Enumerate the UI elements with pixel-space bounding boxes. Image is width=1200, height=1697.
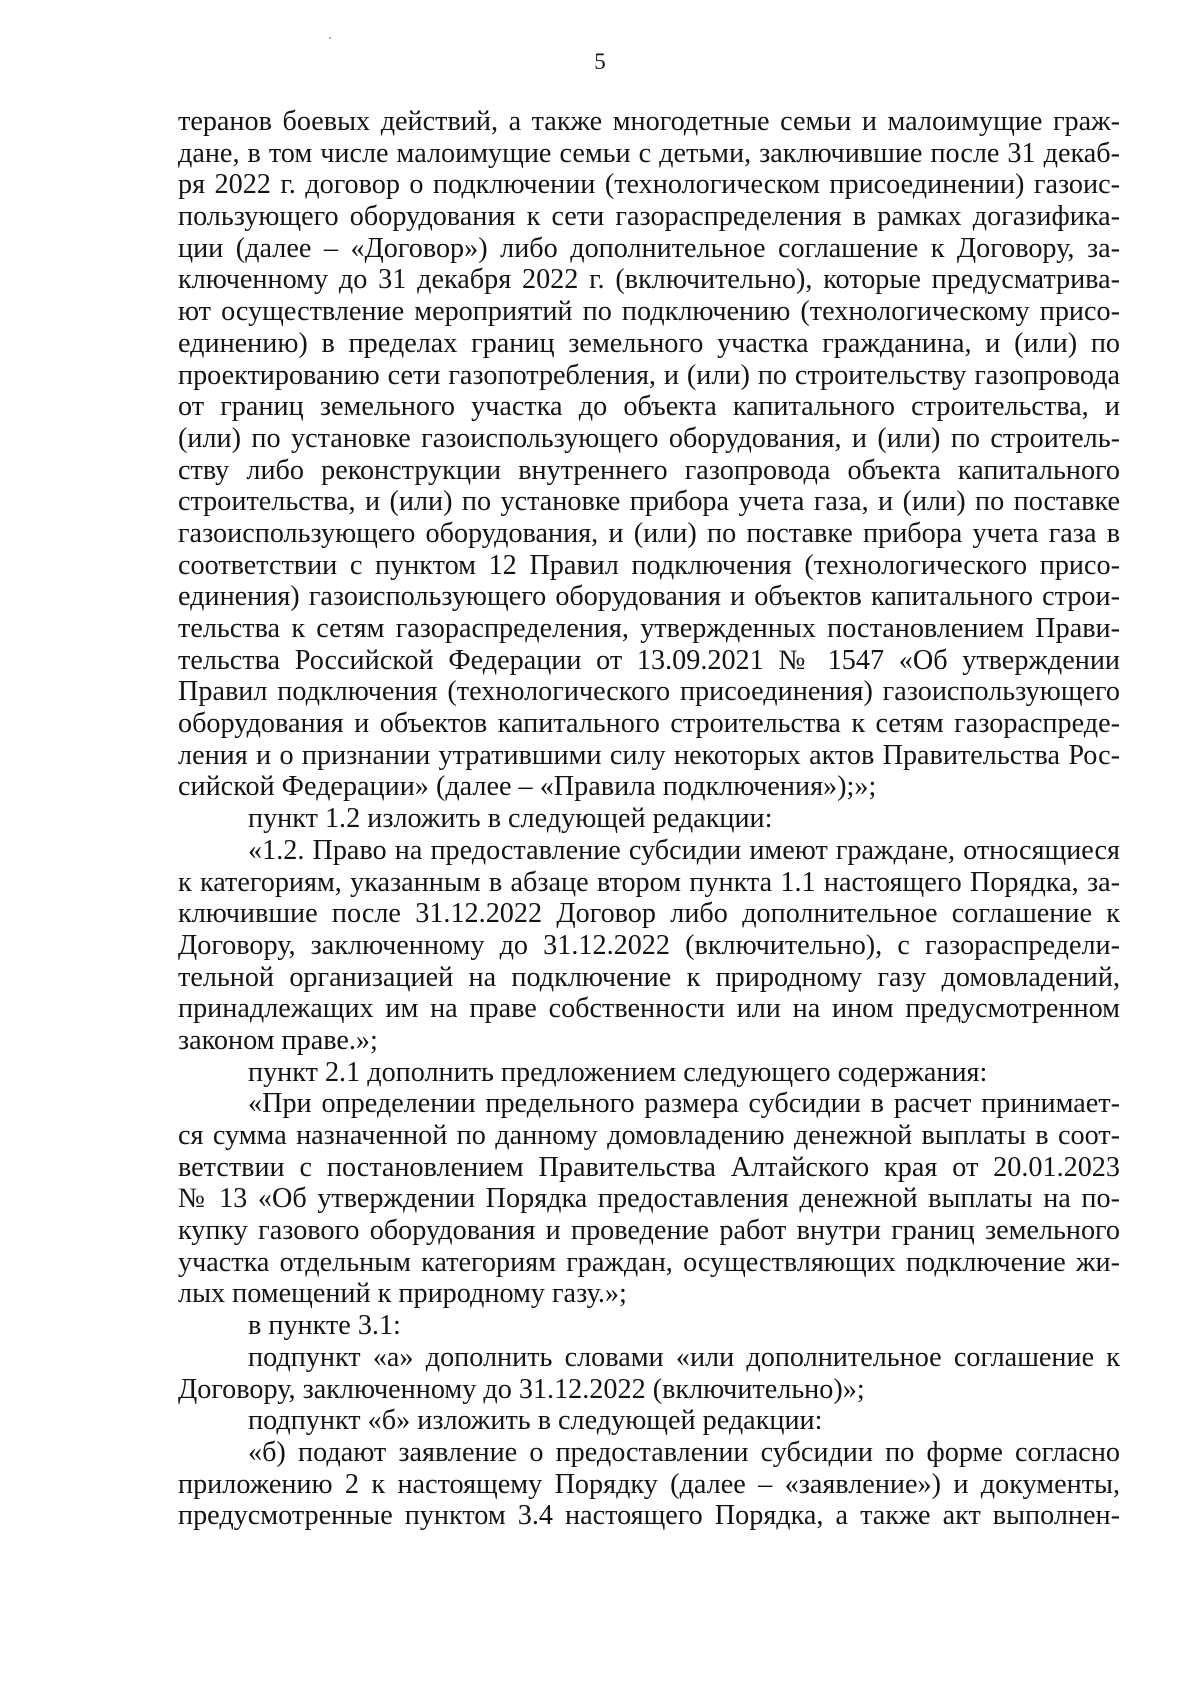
text-line: «б) подают заявление о предоставлении субсидии по форме согласно	[248, 1436, 1120, 1468]
text-line: Договору, заключенному до 31.12.2022 (включительно)»;	[178, 1373, 865, 1405]
text-line: ключившие после 31.12.2022 Договор либо дополнительное соглашение к	[178, 898, 1120, 930]
text-line: тельной организацией на подключение к природному газу домовладений,	[178, 961, 1120, 993]
text-line: в пункте 3.1:	[248, 1310, 401, 1342]
text-line: единению) в пределах границ земельного участка гражданина, и (или) по	[178, 327, 1120, 359]
scan-speck	[329, 37, 331, 39]
text-line: ции (далее – «Договор») либо дополнительное соглашение к Договору, за-	[178, 232, 1120, 264]
text-line: ют осуществление мероприятий по подключению (технологическому присо-	[178, 296, 1120, 328]
text-line: от границ земельного участка до объекта капитального строительства, и	[178, 391, 1120, 423]
text-line: ления и о признании утратившими силу некоторых актов Правительства Рос-	[178, 739, 1120, 771]
document-body	[178, 106, 1120, 1532]
page-number: 5	[594, 49, 606, 74]
text-line: газоиспользующего оборудования, и (или) по поставке прибора учета газа в	[178, 517, 1120, 549]
text-line: строительства, и (или) по установке прибора учета газа, и (или) по поставке	[178, 486, 1120, 518]
text-line: теранов боевых действий, а также многодетные семьи и малоимущие граж-	[178, 106, 1120, 137]
text-line: Правил подключения (технологического присоединения) газоиспользующего	[178, 676, 1120, 708]
text-line: (или) по установке газоиспользующего оборудования, и (или) по строитель-	[178, 422, 1120, 454]
text-line: участка отдельным категориям граждан, осуществляющих подключение жи-	[178, 1246, 1120, 1278]
text-line: к категориям, указанным в абзаце втором пункта 1.1 настоящего Порядка, за-	[178, 866, 1120, 898]
text-line: «1.2. Право на предоставление субсидии имеют граждане, относящиеся	[248, 834, 1120, 866]
text-line: тельства к сетям газораспределения, утвержденных постановлением Прави-	[178, 613, 1120, 644]
text-line: ключенному до 31 декабря 2022 г. (включительно), которые предусматрива-	[178, 264, 1120, 296]
text-line: тельства Российской Федерации от 13.09.2021 № 1547 «Об утверждении	[178, 644, 1120, 676]
text-line: подпункт «б» изложить в следующей редакции:	[248, 1405, 823, 1437]
text-line: лых помещений к природному газу.»;	[178, 1278, 627, 1310]
text-line: сийской Федерации» (далее – «Правила подключения»);»;	[178, 771, 877, 803]
text-line: ветствии с постановлением Правительства Алтайского края от 20.01.2023	[178, 1151, 1120, 1183]
text-line: приложению 2 к настоящему Порядку (далее – «заявление») и документы,	[178, 1468, 1120, 1500]
text-line: № 13 «Об утверждении Порядка предоставления денежной выплаты на по-	[178, 1183, 1120, 1215]
text-line: принадлежащих им на праве собственности или на ином предусмотренном	[178, 993, 1120, 1025]
text-line: пункт 2.1 дополнить предложением следующего содержания:	[248, 1056, 988, 1088]
text-line: проектированию сети газопотребления, и (или) по строительству газопровода	[178, 359, 1120, 391]
text-line: пользующего оборудования к сети газораспределения в рамках догазифика-	[178, 201, 1120, 233]
text-line: законом праве.»;	[178, 1024, 378, 1056]
text-line: соответствии с пунктом 12 Правил подключения (технологического присо-	[178, 549, 1120, 581]
text-line: купку газового оборудования и проведение работ внутри границ земельного	[178, 1215, 1120, 1247]
text-line: ся сумма назначенной по данному домовладению денежной выплаты в соот-	[178, 1120, 1120, 1151]
text-line: Договору, заключенному до 31.12.2022 (включительно), с газораспредели-	[178, 929, 1120, 961]
text-line: пункт 1.2 изложить в следующей редакции:	[248, 803, 773, 835]
text-line: ству либо реконструкции внутреннего газопровода объекта капитального	[178, 454, 1120, 486]
text-line: предусмотренные пунктом 3.4 настоящего Порядка, а также акт выполнен-	[178, 1500, 1120, 1532]
text-line: дане, в том числе малоимущие семьи с детьми, заключившие после 31 декаб-	[178, 137, 1120, 169]
text-line: подпункт «а» дополнить словами «или дополнительное соглашение к	[248, 1341, 1120, 1373]
text-line: ря 2022 г. договор о подключении (технологическом присоединении) газоис-	[178, 169, 1120, 201]
text-line: единения) газоиспользующего оборудования и объектов капитального строи-	[178, 581, 1120, 613]
text-line: «При определении предельного размера субсидии в расчет принимает-	[248, 1088, 1120, 1120]
text-line: оборудования и объектов капитального строительства к сетям газораспреде-	[178, 708, 1120, 740]
